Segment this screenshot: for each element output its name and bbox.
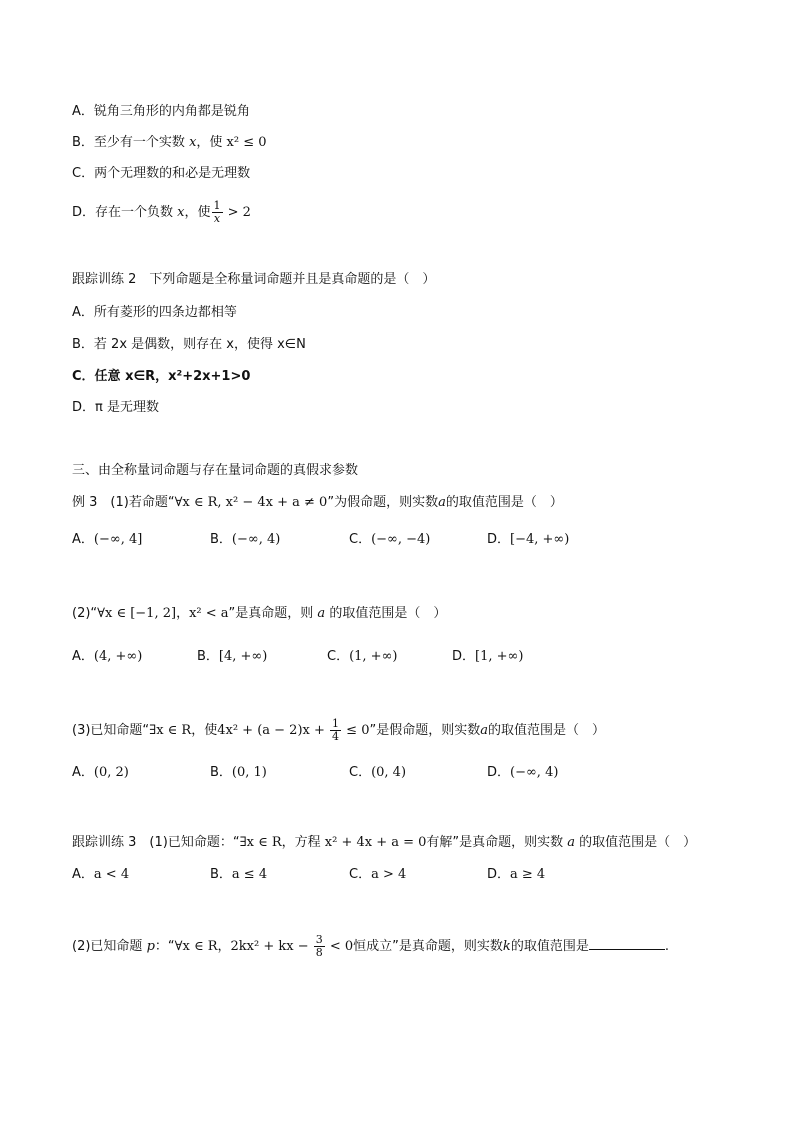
option-value: (4, +∞) xyxy=(93,649,143,664)
stem-text: (2)已知命题 xyxy=(72,939,147,954)
option-label: A． xyxy=(72,867,94,882)
option-label: C． xyxy=(72,166,95,181)
math-var: a xyxy=(567,835,576,850)
option-label: D． xyxy=(452,649,476,664)
math-expr: x² ≤ 0 xyxy=(226,135,267,150)
option-text: 任意 x∈R，x²+2x+1>0 xyxy=(94,369,251,384)
trace3-1-option-b xyxy=(210,866,267,884)
option-value: a > 4 xyxy=(371,867,407,882)
stem-text: 的取值范围是（ ） xyxy=(487,723,605,738)
trace2-option-a xyxy=(72,304,237,322)
option-value: (−∞, 4) xyxy=(231,532,281,547)
answer-blank[interactable] xyxy=(589,935,665,950)
option-text: 至少有一个实数 xyxy=(93,135,190,150)
stem-text: 有解”是真命题，则实数 xyxy=(426,835,568,850)
ex3-1-option-d xyxy=(487,531,569,549)
option-label: B． xyxy=(72,337,94,352)
option-value: a ≥ 4 xyxy=(510,867,546,882)
math-expr: 4x² + (a − 2)x + xyxy=(217,723,330,738)
fraction-denominator: 8 xyxy=(315,946,323,959)
option-text: 锐角三角形的内角都是锐角 xyxy=(93,104,250,119)
stem-text: 的取值范围是（ ） xyxy=(445,495,563,510)
option-label: A． xyxy=(72,765,94,780)
ex3-3-option-d xyxy=(487,764,558,782)
trace3-1-option-c xyxy=(349,866,406,884)
fraction xyxy=(212,200,223,225)
math-expr: ∃x ∈ R xyxy=(239,835,282,850)
stem-text: ”为假命题，则实数 xyxy=(327,495,439,510)
math-var: a xyxy=(480,723,488,738)
trace2-option-c xyxy=(72,368,250,386)
option-text: 所有菱形的四条边都相等 xyxy=(93,305,237,320)
fraction xyxy=(330,718,341,743)
fraction-numerator: 1 xyxy=(332,717,340,730)
option-label: D． xyxy=(72,205,96,220)
stem-text: 的取值范围是（ ） xyxy=(325,606,447,621)
ex3-2-option-a xyxy=(72,648,142,666)
stem-text: ”是假命题，则实数 xyxy=(369,723,481,738)
ex3-1-option-b xyxy=(210,531,280,549)
option-text: 两个无理数的和必是无理数 xyxy=(94,166,251,181)
fraction-numerator: 3 xyxy=(315,933,323,946)
trace2-option-b xyxy=(72,336,306,354)
trace3-1-option-d xyxy=(487,866,545,884)
stem-text: 跟踪训练 3 (1)已知命题：“ xyxy=(72,835,240,850)
math-expr: ≤ 0 xyxy=(342,723,370,738)
option-value: [1, +∞) xyxy=(475,649,524,664)
option-value: (−∞, 4] xyxy=(93,532,143,547)
ex3-2-option-b xyxy=(197,648,267,666)
math-var: a xyxy=(317,606,326,621)
option-a-block1 xyxy=(72,103,250,121)
option-label: B． xyxy=(72,135,94,150)
stem-text: ， xyxy=(217,939,231,954)
ex3-3-option-a xyxy=(72,764,129,782)
math-expr: ∃x ∈ R xyxy=(149,723,192,738)
ex3-3-option-b xyxy=(210,764,267,782)
math-expr: x² + 4x + a = 0 xyxy=(324,835,427,850)
fraction xyxy=(314,934,325,959)
math-expr: 2kx² + kx − xyxy=(230,939,313,954)
ex3-2-stem xyxy=(72,605,446,623)
option-label: A． xyxy=(72,532,94,547)
section3-heading: 三、由全称量词命题与存在量词命题的真假求参数 xyxy=(72,463,359,478)
math-var: a xyxy=(438,495,446,510)
math-expr: > 2 xyxy=(223,205,251,220)
stem-text: (2)“ xyxy=(72,606,98,621)
stem-text: (3)已知命题“ xyxy=(72,723,150,738)
option-label: C． xyxy=(72,369,95,384)
option-text: 若 2x 是偶数，则存在 x，使得 x∈N xyxy=(93,337,306,352)
option-b-block1 xyxy=(72,134,267,152)
trace3-1-option-a xyxy=(72,866,129,884)
option-label: C． xyxy=(349,765,372,780)
option-label: B． xyxy=(197,649,219,664)
ex3-1-option-a xyxy=(72,531,142,549)
option-value: (−∞, −4) xyxy=(371,532,431,547)
math-expr: x² < a xyxy=(189,606,229,621)
option-label: D． xyxy=(72,400,96,415)
option-label: C． xyxy=(327,649,350,664)
option-label: A． xyxy=(72,305,94,320)
option-text: ，使 xyxy=(184,205,211,220)
stem-text: . xyxy=(664,939,669,954)
option-label: A． xyxy=(72,104,94,119)
option-value: a ≤ 4 xyxy=(231,867,268,882)
option-label: B． xyxy=(210,532,232,547)
option-label: D． xyxy=(487,765,511,780)
option-text: π 是无理数 xyxy=(95,400,159,415)
stem-text: 的取值范围是（ ） xyxy=(575,835,697,850)
ex3-3-stem xyxy=(72,718,605,743)
option-label: A． xyxy=(72,649,94,664)
option-value: (0, 2) xyxy=(93,765,129,780)
trace2-option-d xyxy=(72,399,159,417)
option-value: [−4, +∞) xyxy=(510,532,570,547)
math-expr: ∀x ∈ R xyxy=(174,939,218,954)
option-text: 存在一个负数 xyxy=(95,205,178,220)
option-label: B． xyxy=(210,765,232,780)
option-c-block1 xyxy=(72,165,250,183)
fraction-numerator: 1 xyxy=(213,199,221,212)
option-value: a < 4 xyxy=(93,867,130,882)
stem-text: ，使 xyxy=(191,723,218,738)
option-text: ，使 xyxy=(196,135,227,150)
math-var: x xyxy=(189,135,197,150)
stem-text: ：“ xyxy=(154,939,175,954)
option-label: B． xyxy=(210,867,232,882)
math-expr: ∀x ∈ R, x² − 4x + a ≠ 0 xyxy=(174,495,328,510)
stem-text: ”是真命题，则 xyxy=(228,606,318,621)
option-d-block1 xyxy=(72,200,251,225)
math-expr: ∀x ∈ [−1, 2] xyxy=(97,606,177,621)
fraction-denominator: 4 xyxy=(332,730,340,743)
option-label: C． xyxy=(349,867,372,882)
math-expr: < 0 xyxy=(325,939,354,954)
stem-text: 例 3 (1)若命题“ xyxy=(72,495,175,510)
option-value: (0, 1) xyxy=(231,765,267,780)
math-var: p xyxy=(146,939,155,954)
ex3-2-option-d xyxy=(452,648,523,666)
ex3-1-option-c xyxy=(349,531,430,549)
stem-text: 的取值范围是 xyxy=(510,939,589,954)
trace3-1-stem xyxy=(72,834,696,852)
option-value: (0, 4) xyxy=(371,765,407,780)
stem-text: ，方程 xyxy=(281,835,325,850)
option-label: D． xyxy=(487,532,511,547)
option-label: C． xyxy=(349,532,372,547)
ex3-1-stem xyxy=(72,494,563,512)
stem-text: ， xyxy=(176,606,190,621)
trace2-title: 跟踪训练 2 下列命题是全称量词命题并且是真命题的是（ ） xyxy=(72,272,436,287)
math-var: x xyxy=(177,205,185,220)
ex3-3-option-c xyxy=(349,764,406,782)
stem-text: 恒成立”是真命题，则实数 xyxy=(353,939,503,954)
option-value: (−∞, 4) xyxy=(510,765,559,780)
option-label: D． xyxy=(487,867,511,882)
trace3-2-stem xyxy=(72,934,669,959)
option-value: [4, +∞) xyxy=(218,649,268,664)
fraction-denominator: x xyxy=(213,212,221,225)
ex3-2-option-c xyxy=(327,648,397,666)
option-value: (1, +∞) xyxy=(349,649,398,664)
math-var: k xyxy=(502,939,511,954)
